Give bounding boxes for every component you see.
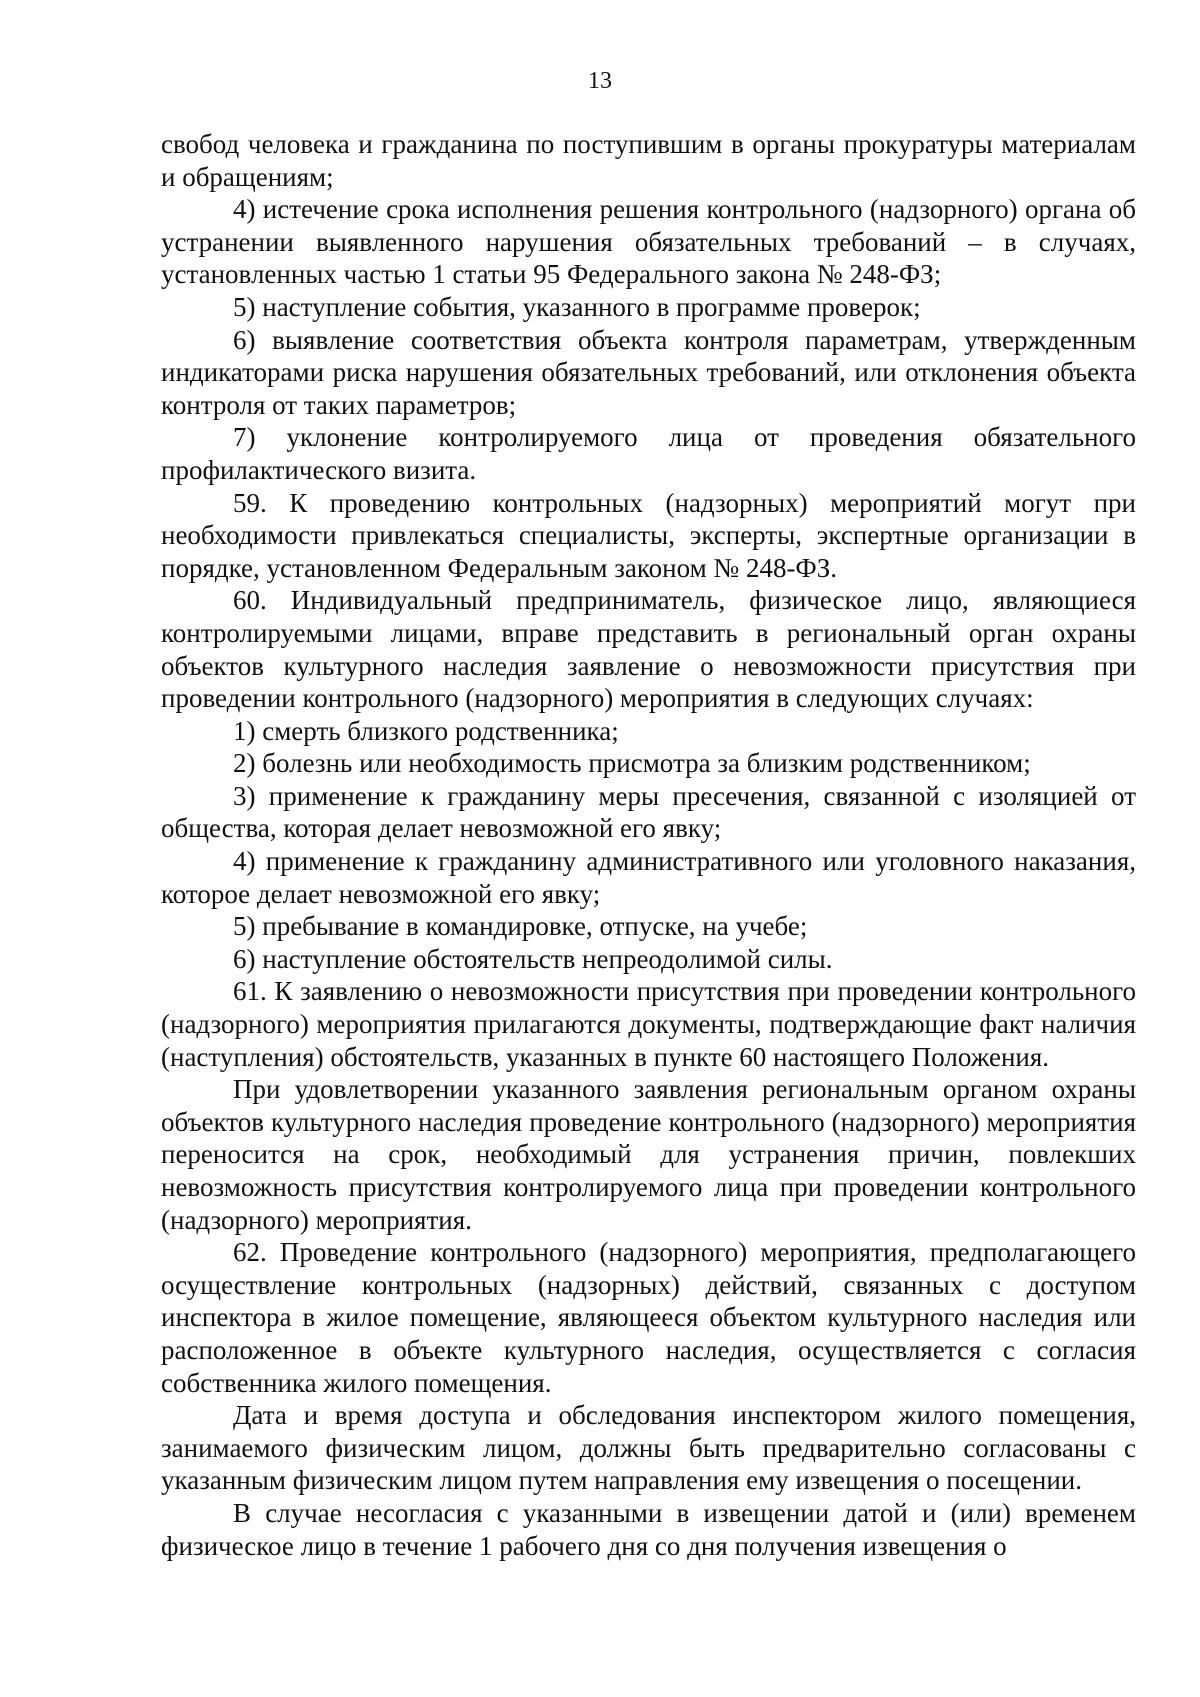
paragraph: Дата и время доступа и обследования инспектором жилого помещения, занимаемого физическим лицом, должны быть предварительно согласованы с указанным физическим лицом путем направления ему извещения о посещении. xyxy=(161,1400,1136,1496)
paragraph: свобод человека и гражданина по поступившим в органы прокуратуры материалам и обращениям; xyxy=(161,129,1136,192)
paragraph: 5) наступление события, указанного в программе проверок; xyxy=(233,291,921,322)
paragraph: 4) применение к гражданину административного или уголовного наказания, которое делает невозможной его явку; xyxy=(161,846,1136,909)
paragraph: 62. Проведение контрольного (надзорного) мероприятия, предполагающего осуществление контрольных (надзорных) действий, связанных с доступом инспектора в жилое помещение, являющееся объектом культурного наследия или расположенное в объекте культурного наследия, осуществляется с согласия собственника жилого помещения. xyxy=(161,1237,1136,1398)
paragraph: В случае несогласия с указанными в извещении датой и (или) временем физическое лицо в течение 1 рабочего дня со дня получения извещения о xyxy=(161,1497,1136,1561)
paragraph: 6) выявление соответствия объекта контроля параметрам, утвержденным индикаторами риска нарушения обязательных требований, или отклонения объекта контроля от таких параметров; xyxy=(161,324,1136,420)
paragraph: 6) наступление обстоятельств непреодолимой силы. xyxy=(233,943,833,974)
paragraph: 61. К заявлению о невозможности присутствия при проведении контрольного (надзорного) мероприятия прилагаются документы, подтверждающие факт наличия (наступления) обстоятельств, указанных в пункте 60 настоящего Положения. xyxy=(161,976,1136,1072)
paragraph: 60. Индивидуальный предприниматель, физическое лицо, являющиеся контролируемыми лицами, вправе представить в региональный орган охраны объектов культурного наследия заявление о невозможности присутствия при проведении контрольного (надзорного) мероприятия в следующих случаях: xyxy=(161,585,1136,714)
paragraph: 7) уклонение контролируемого лица от проведения обязательного профилактического визита. xyxy=(161,422,1136,485)
document-body xyxy=(161,128,1136,1562)
paragraph: 5) пребывание в командировке, отпуске, на учебе; xyxy=(233,911,808,942)
page-number: 13 xyxy=(588,68,612,94)
paragraph: При удовлетворении указанного заявления региональным органом охраны объектов культурного наследия проведение контрольного (надзорного) мероприятия переносится на срок, необходимый для устранения причин, повлекших невозможность присутствия контролируемого лица при проведении контрольного (надзорного) мероприятия. xyxy=(161,1074,1136,1235)
paragraph: 2) болезнь или необходимость присмотра за близким родственником; xyxy=(233,748,1031,779)
paragraph: 59. К проведению контрольных (надзорных) мероприятий могут при необходимости привлекаться специалисты, эксперты, экспертные организации в порядке, установленном Федеральным законом № 248-ФЗ. xyxy=(161,487,1136,583)
paragraph: 1) смерть близкого родственника; xyxy=(233,715,619,746)
paragraph: 4) истечение срока исполнения решения контрольного (надзорного) органа об устранении выявленного нарушения обязательных требований – в случаях, установленных частью 1 статьи 95 Федерального закона № 248-ФЗ; xyxy=(161,194,1136,290)
paragraph: 3) применение к гражданину меры пресечения, связанной с изоляцией от общества, которая делает невозможной его явку; xyxy=(161,780,1136,844)
